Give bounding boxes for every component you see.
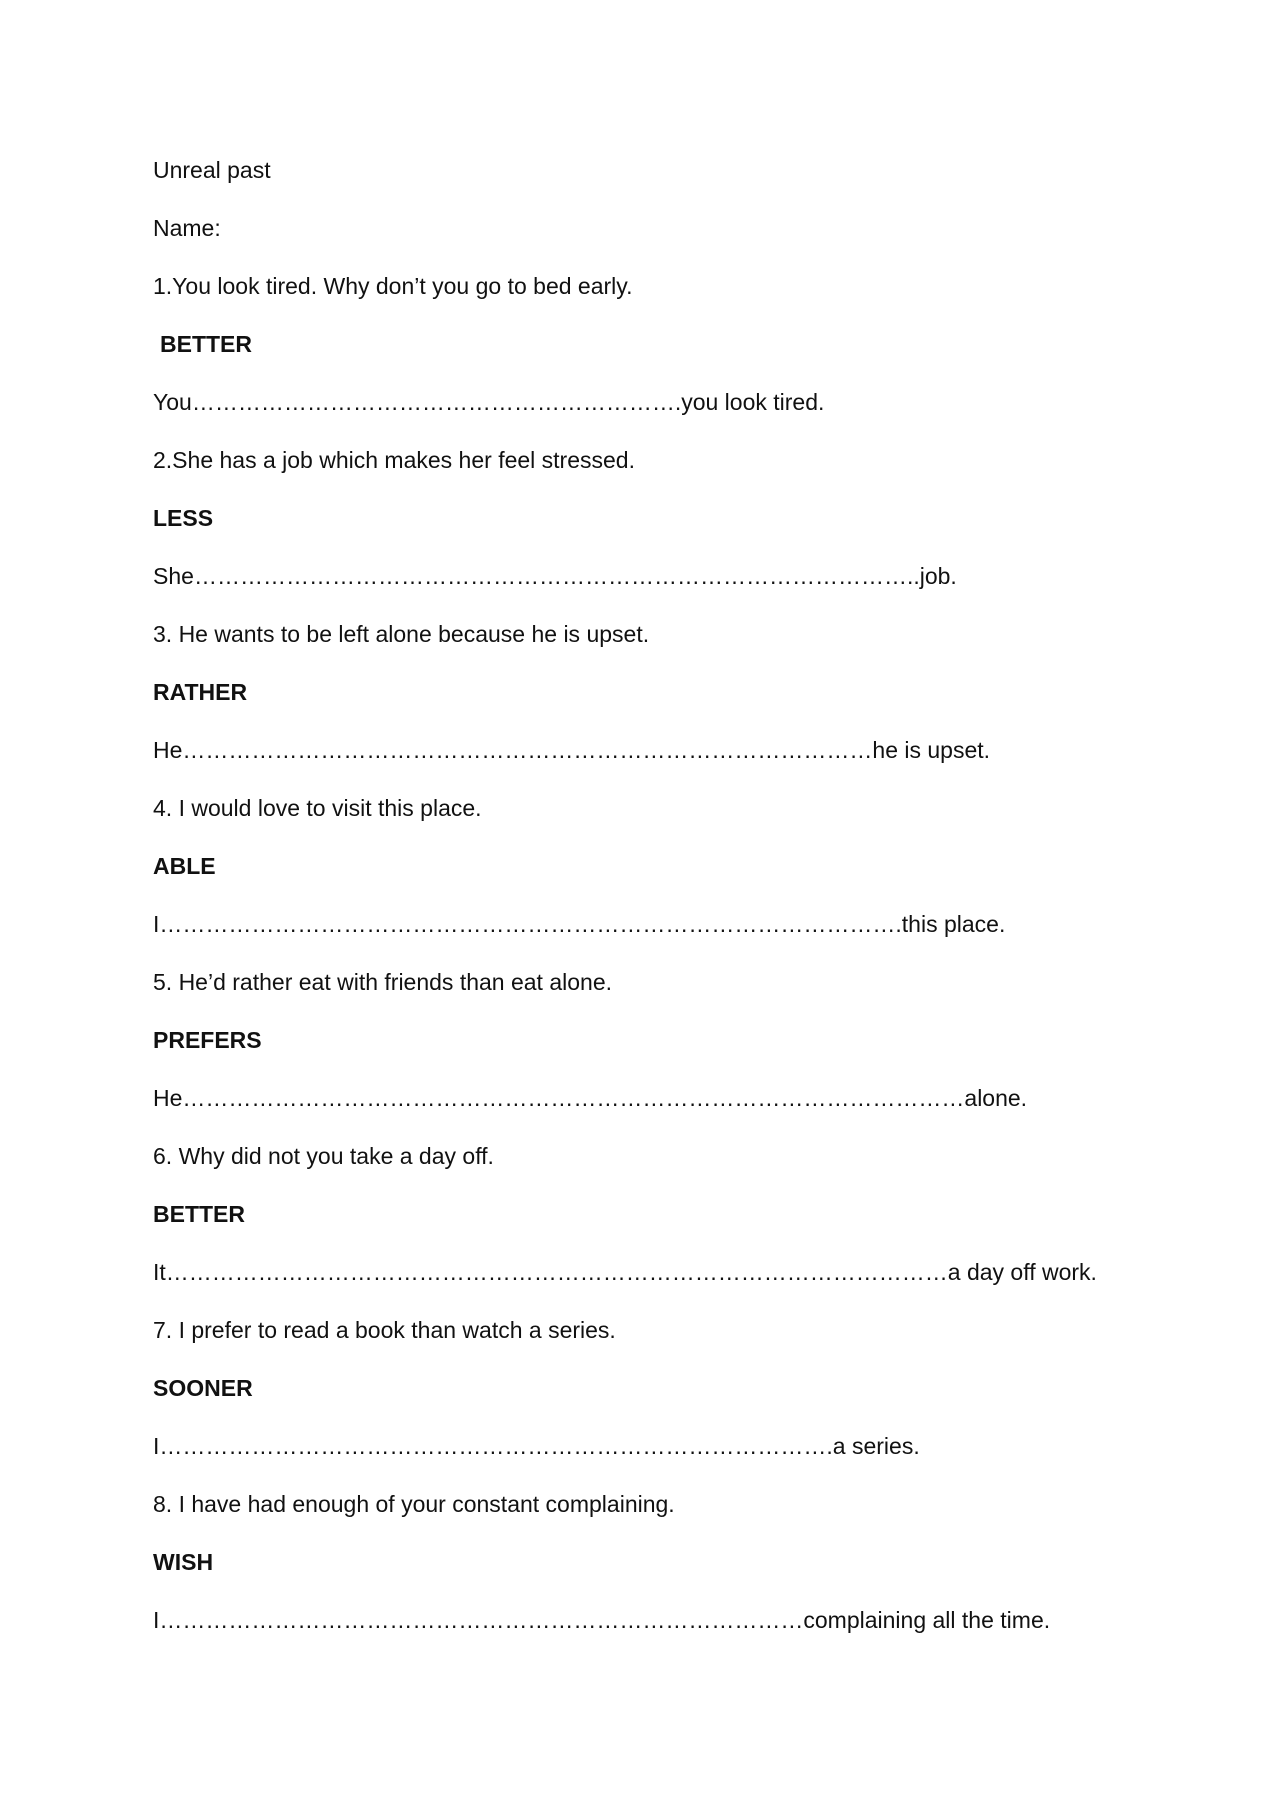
item-4-answer-line [153,908,1133,966]
item-8-answer-line [153,1604,1133,1662]
item-6-answer-line [153,1256,1133,1314]
item-6-answer-start: It [153,1259,166,1285]
item-7-keyword: SOONER [153,1375,253,1401]
item-7-answer-line [153,1430,1133,1488]
item-2-keyword: LESS [153,505,214,531]
item-3-keyword: RATHER [153,679,248,705]
item-4-keyword: ABLE [153,853,216,879]
item-3-prompt: 3. He wants to be left alone because he is upset. [153,621,650,647]
item-5-answer-line [153,1082,1133,1140]
name-label: Name: [153,215,221,241]
item-5-keyword: PREFERS [153,1027,262,1053]
item-3-answer-line [153,734,1133,792]
item-2-answer-dots: ………………………………………………………………………………….. [193,563,920,589]
item-1-answer-line [153,386,1133,444]
item-6-answer-dots: ………………………………………………………………………………………… [165,1259,948,1285]
item-5-answer-start: He [153,1085,183,1111]
item-7-answer-end: a series. [832,1433,920,1459]
item-8-answer-start: I [153,1607,160,1633]
item-5-prompt: 5. He’d rather eat with friends than eat alone. [153,969,613,995]
item-2-answer-end: job. [919,563,957,589]
item-5-answer-dots: ………………………………………………………………………………………… [182,1085,965,1111]
item-8-answer-end: complaining all the time. [803,1607,1051,1633]
item-8-prompt: 8. I have had enough of your constant complaining. [153,1491,675,1517]
item-3-answer-dots: ……………………………………………………………………………… [182,737,873,763]
item-2-prompt: 2.She has a job which makes her feel stressed. [153,447,635,473]
item-1-prompt: 1.You look tired. Why don’t you go to bed early. [153,273,633,299]
item-4-prompt: 4. I would love to visit this place. [153,795,482,821]
item-2-answer-start: She [153,563,194,589]
item-7-answer-start: I [153,1433,160,1459]
worksheet-content [153,154,1133,1662]
item-8-answer-dots: ………………………………………………………………………… [159,1607,804,1633]
item-6-prompt: 6. Why did not you take a day off. [153,1143,494,1169]
item-4-answer-start: I [153,911,160,937]
document-title: Unreal past [153,157,271,183]
item-2-answer-line [153,560,1133,618]
item-1-answer-start: You [153,389,192,415]
item-4-answer-dots: ……………………………………………………………………………………. [159,911,902,937]
item-7-prompt: 7. I prefer to read a book than watch a series. [153,1317,616,1343]
item-1-keyword: BETTER [160,331,252,357]
item-1-answer-dots: ………………………………………………………. [191,389,682,415]
item-4-answer-end: this place. [901,911,1006,937]
item-7-answer-dots: ……………………………………………………………………………. [159,1433,833,1459]
item-1-answer-end: you look tired. [681,389,825,415]
item-8-keyword: WISH [153,1549,214,1575]
item-3-answer-end: he is upset. [872,737,991,763]
item-3-answer-start: He [153,737,183,763]
item-6-keyword: BETTER [153,1201,245,1227]
item-5-answer-end: alone. [964,1085,1028,1111]
item-6-answer-end: a day off work. [947,1259,1097,1285]
